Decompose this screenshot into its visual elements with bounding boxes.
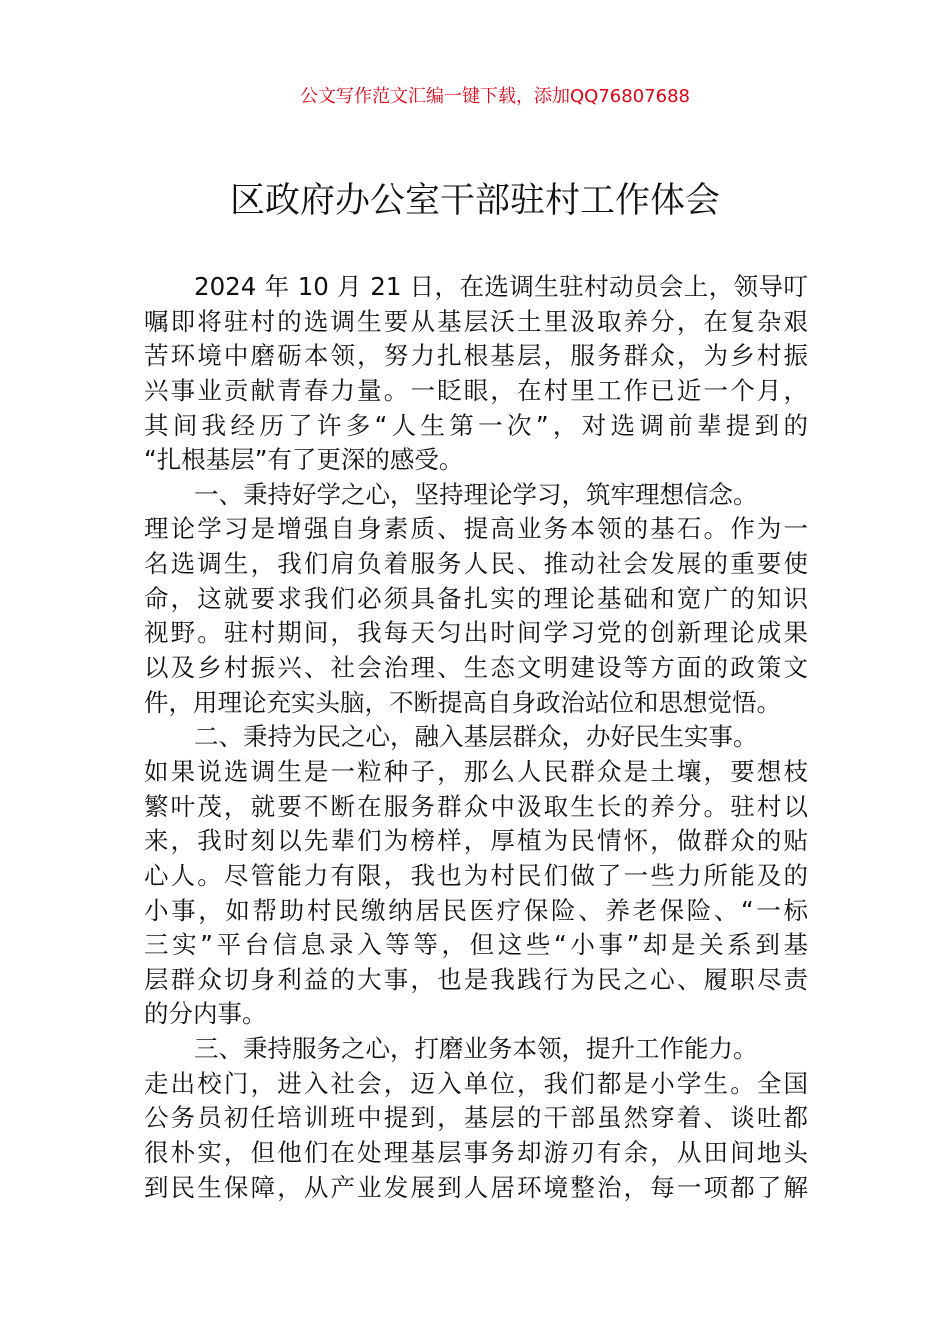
paragraph (144, 478, 808, 720)
text-line: 命，这就要求我们必须具备扎实的理论基础和宽广的知识 (144, 583, 808, 613)
paragraph (144, 720, 808, 1032)
text-line: 兴事业贡献青春力量。一眨眼，在村里工作已近一个月， (144, 375, 808, 405)
text-line: 小事，如帮助村民缴纳居民医疗保险、养老保险、“一标 (144, 895, 808, 925)
section-heading-line: 二、秉持为民之心，融入基层群众，办好民生实事。 (194, 722, 758, 752)
text-line: 其间我经历了许多“人生第一次”，对选调前辈提到的 (144, 410, 808, 440)
paragraph (144, 270, 808, 478)
section-heading-line: 三、秉持服务之心，打磨业务本领，提升工作能力。 (194, 1034, 758, 1064)
text-line: 三实”平台信息录入等等，但这些“小事”却是关系到基 (144, 930, 808, 960)
text-line: 如果说选调生是一粒种子，那么人民群众是土壤，要想枝 (144, 756, 808, 786)
text-line: 2024 年 10 月 21 日，在选调生驻村动员会上，领导叮 (194, 272, 808, 301)
text-line: 件，用理论充实头脑，不断提高自身政治站位和思想觉悟。 (144, 687, 781, 717)
section-heading-line: 一、秉持好学之心，坚持理论学习，筑牢理想信念。 (194, 479, 758, 509)
download-watermark-header: 公文写作范文汇编一键下载，添加QQ76807688 (300, 86, 690, 107)
text-line: 公务员初任培训班中提到，基层的干部虽然穿着、谈吐都 (144, 1103, 808, 1133)
text-line: 繁叶茂，就要不断在服务群众中汲取生长的养分。驻村以 (144, 791, 808, 821)
text-line: 很朴实，但他们在处理基层事务却游刃有余，从田间地头 (144, 1138, 808, 1168)
text-line: 走出校门，进入社会，迈入单位，我们都是小学生。全国 (144, 1068, 808, 1098)
text-line: 名选调生，我们肩负着服务人民、推动社会发展的重要使 (144, 549, 808, 579)
text-line: 嘱即将驻村的选调生要从基层沃土里汲取养分，在复杂艰 (144, 306, 808, 336)
text-line: 到民生保障，从产业发展到人居环境整治，每一项都了解 (144, 1172, 808, 1202)
text-line: 以及乡村振兴、社会治理、生态文明建设等方面的政策文 (144, 653, 808, 683)
document-body (144, 270, 808, 1205)
text-line: 心人。尽管能力有限，我也为村民们做了一些力所能及的 (144, 860, 808, 890)
paragraph (144, 1032, 808, 1205)
text-line: 来，我时刻以先辈们为榜样，厚植为民情怀，做群众的贴 (144, 826, 808, 856)
text-line: 理论学习是增强自身素质、提高业务本领的基石。作为一 (144, 514, 808, 544)
document-title: 区政府办公室干部驻村工作体会 (229, 181, 720, 221)
text-line: “扎根基层”有了更深的感受。 (144, 445, 464, 475)
text-line: 苦环境中磨砺本领，努力扎根基层，服务群众，为乡村振 (144, 341, 808, 371)
text-line: 视野。驻村期间，我每天匀出时间学习党的创新理论成果 (144, 618, 808, 648)
text-line: 层群众切身利益的大事，也是我践行为民之心、履职尽责 (144, 964, 808, 994)
text-line: 的分内事。 (144, 999, 267, 1029)
